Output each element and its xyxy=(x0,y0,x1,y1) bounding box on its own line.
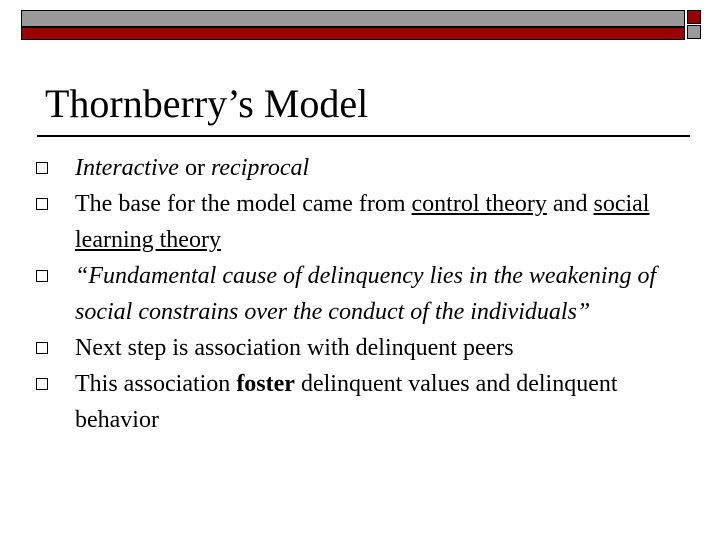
bullet-item xyxy=(36,150,676,186)
bullet-item xyxy=(36,258,676,330)
bullet-text: This association foster delinquent values and delinquent behavior xyxy=(75,371,618,433)
corner-square-red xyxy=(687,10,701,24)
top-decorative-band xyxy=(21,10,709,40)
hollow-square-bullet-icon xyxy=(36,342,48,354)
band-red-stripe xyxy=(21,27,685,40)
corner-square-gray xyxy=(687,25,701,39)
title-divider xyxy=(37,135,690,137)
hollow-square-bullet-icon xyxy=(36,162,48,174)
hollow-square-bullet-icon xyxy=(36,198,48,210)
bullet-item xyxy=(36,366,676,438)
slide-title: Thornberry’s Model xyxy=(45,81,369,126)
bullet-quote-text: “Fundamental cause of delinquency lies in the weakening of social constrains over the conduct of the individuals” xyxy=(75,263,657,325)
bullet-text: Next step is association with delinquent peers xyxy=(75,335,514,361)
bullet-item xyxy=(36,186,676,258)
hollow-square-bullet-icon xyxy=(36,270,48,282)
bullet-text: The base for the model came from control theory and social learning theory xyxy=(75,191,650,253)
bullet-list xyxy=(36,150,676,438)
band-gray-stripe xyxy=(21,10,685,27)
hollow-square-bullet-icon xyxy=(36,378,48,390)
bullet-text: Interactive or reciprocal xyxy=(75,155,310,181)
bullet-item xyxy=(36,330,676,366)
